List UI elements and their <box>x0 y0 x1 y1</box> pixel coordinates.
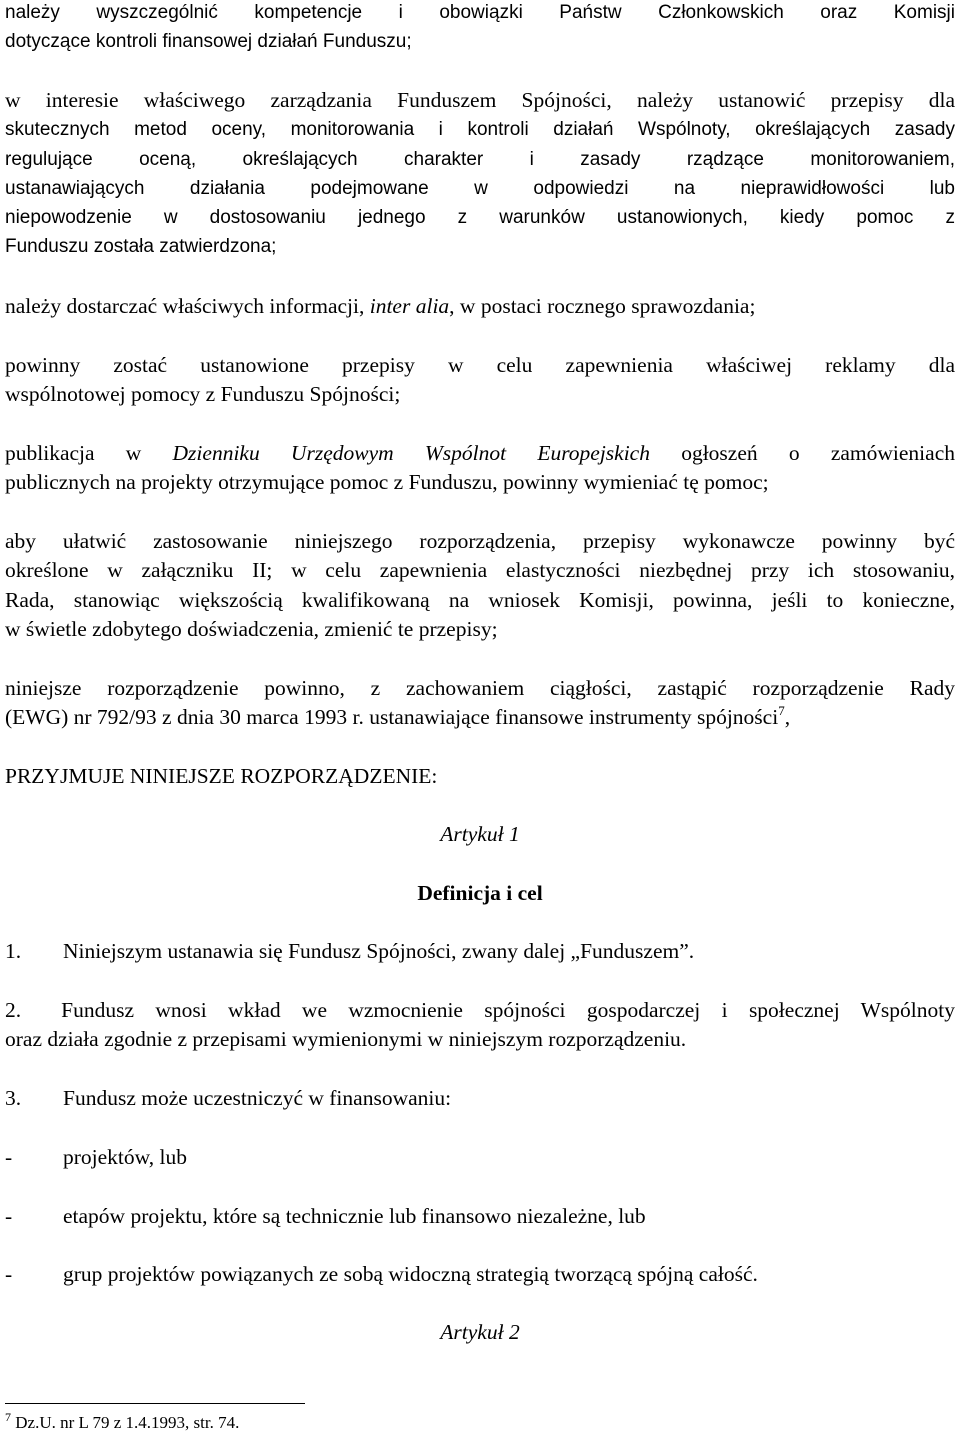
point-number: 1. <box>5 939 22 963</box>
point-text: Fundusz może uczestniczyć w finansowaniu: <box>63 1086 452 1110</box>
article-title: Definicja i cel <box>417 881 543 905</box>
text-line: określone w załączniku II; w celu zapewnienia elastyczności niezbędnej przy ich stosowaniu, <box>5 558 955 583</box>
text-line: regulujące oceną, określających charakter i zasady rządzące monitorowaniem, <box>5 148 955 170</box>
dash-marker: - <box>5 1262 13 1286</box>
footnote-reference: 7 <box>778 703 785 719</box>
recital-paragraph <box>5 439 955 498</box>
text-line: wspólnotowej pomocy z Funduszu Spójności; <box>5 382 401 407</box>
recital-paragraph <box>5 292 755 321</box>
text-line: skutecznych metod oceny, monitorowania i kontroli działań Wspólnoty, określających zasady <box>5 119 955 141</box>
article-heading: Artykuł 2 <box>440 1320 520 1344</box>
text-line: niniejsze rozporządzenie powinno, z zachowaniem ciągłości, zastąpić rozporządzenie Rady <box>5 676 955 700</box>
recital-paragraph <box>5 527 955 644</box>
dash-list-item <box>5 1260 955 1289</box>
dash-marker: - <box>5 1204 13 1228</box>
footnote-separator <box>5 1403 305 1404</box>
document-page <box>5 0 955 1440</box>
text-segment: , w postaci rocznego sprawozdania; <box>449 294 756 318</box>
footnote-number: 7 <box>5 1410 11 1424</box>
text-line: aby ułatwić zastosowanie niniejszego rozporządzenia, przepisy wykonawcze powinny być <box>5 529 955 553</box>
dash-text: projektów, lub <box>63 1145 188 1169</box>
text-line: (EWG) nr 792/93 z dnia 30 marca 1993 r. ustanawiające finansowe instrumenty spójności$^7$, <box>5 703 791 730</box>
text-line: powinny zostać ustanowione przepisy w celu zapewnienia właściwej reklamy dla <box>5 353 955 377</box>
point-number: 3. <box>5 1086 22 1110</box>
point-number: 2. <box>5 998 22 1022</box>
numbered-point <box>5 937 955 966</box>
text-line: należy wyszczególnić kompetencje i obowiązki Państw Członkowskich oraz Komisji <box>5 2 955 23</box>
text-line: oraz działa zgodnie z przepisami wymienionymi w niniejszym rozporządzeniu. <box>5 1027 687 1052</box>
footnote <box>5 1412 239 1434</box>
dash-list-item <box>5 1202 955 1231</box>
text-line: Funduszu została zatwierdzona; <box>5 236 277 258</box>
numbered-point <box>5 1084 955 1113</box>
point-text: Fundusz wnosi wkład we wzmocnienie spójności gospodarczej i społecznej Wspólnoty <box>61 998 955 1022</box>
adoption-formula: PRZYJMUJE NINIEJSZE ROZPORZĄDZENIE: <box>5 764 438 788</box>
text-line: publicznych na projekty otrzymujące pomoc z Funduszu, powinny wymieniać tę pomoc; <box>5 470 769 495</box>
text-line <box>5 996 955 1025</box>
text-line: dotyczące kontroli finansowej działań Funduszu; <box>5 31 412 53</box>
text-segment: należy dostarczać właściwych informacji, <box>5 294 370 318</box>
numbered-point <box>5 996 955 1055</box>
text-line: publikacja w Dzienniku Urzędowym Wspólnot Europejskich ogłoszeń o zamówieniach <box>5 441 955 465</box>
recital-paragraph <box>5 674 955 733</box>
article-heading: Artykuł 1 <box>440 822 520 846</box>
dash-text: etapów projektu, które są technicznie lub finansowo niezależne, lub <box>63 1204 646 1228</box>
text-line: w interesie właściwego zarządzania Funduszem Spójności, należy ustanowić przepisy dla <box>5 88 955 112</box>
dash-marker: - <box>5 1145 13 1169</box>
text-line: niepowodzenie w dostosowaniu jednego z warunków ustanowionych, kiedy pomoc z <box>5 207 955 229</box>
text-line: w świetle zdobytego doświadczenia, zmienić te przepisy; <box>5 616 498 641</box>
dash-list-item <box>5 1143 955 1172</box>
recital-paragraph <box>5 86 955 262</box>
text-line: Rada, stanowiąc większością kwalifikowaną na wniosek Komisji, powinna, jeśli to konieczne, <box>5 587 955 612</box>
recital-paragraph <box>5 0 955 57</box>
text-line: ustanawiających działania podejmowane w odpowiedzi na nieprawidłowości lub <box>5 177 955 199</box>
footnote-text: Dz.U. nr L 79 z 1.4.1993, str. 74. <box>11 1413 240 1432</box>
journal-title: Dzienniku Urzędowym Wspólnot Europejskich <box>172 441 650 465</box>
point-text: Niniejszym ustanawia się Fundusz Spójności, zwany dalej „Funduszem”. <box>63 939 695 963</box>
dash-text: grup projektów powiązanych ze sobą widoczną strategią tworzącą spójną całość. <box>63 1262 758 1286</box>
recital-paragraph <box>5 351 955 410</box>
italic-phrase: inter alia <box>369 294 450 318</box>
